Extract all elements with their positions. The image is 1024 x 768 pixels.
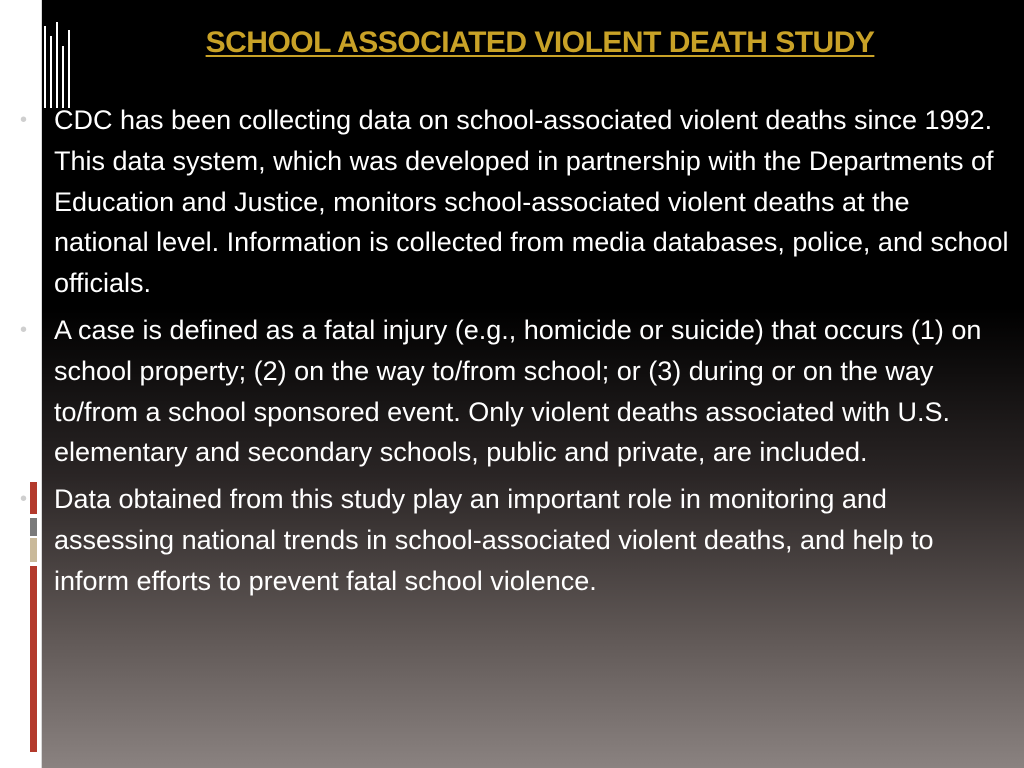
bullet-marker: •: [20, 488, 28, 511]
bullet-text: CDC has been collecting data on school-associated violent deaths since 1992. This data system, which was developed in partnership with the Departments of Education and Justice, monitors school-associated violent deaths at the national level. Information is collected from media databases, police, and school officials.: [54, 105, 1009, 299]
bullet-item: [20, 100, 1010, 304]
bullet-item: [20, 479, 1010, 601]
slide-title: SCHOOL ASSOCIATED VIOLENT DEATH STUDY: [205, 26, 875, 59]
bullet-marker: •: [20, 318, 28, 341]
bullet-marker: •: [20, 109, 28, 131]
bullet-list: [20, 100, 1010, 608]
bullet-text: Data obtained from this study play an important role in monitoring and assessing national trends in school-associated violent deaths, and help to inform efforts to prevent fatal school violence.: [54, 484, 934, 596]
bullet-text: A case is defined as a fatal injury (e.g., homicide or suicide) that occurs (1) on school property; (2) on the way to/from school; or (3) during or on the way to/from a school sponsored event. Only violent deaths associated with U.S. elementary and secondary schools, public and private, are included.: [54, 314, 982, 468]
decorative-vertical-lines: [38, 16, 74, 108]
bullet-item: [20, 310, 1010, 473]
